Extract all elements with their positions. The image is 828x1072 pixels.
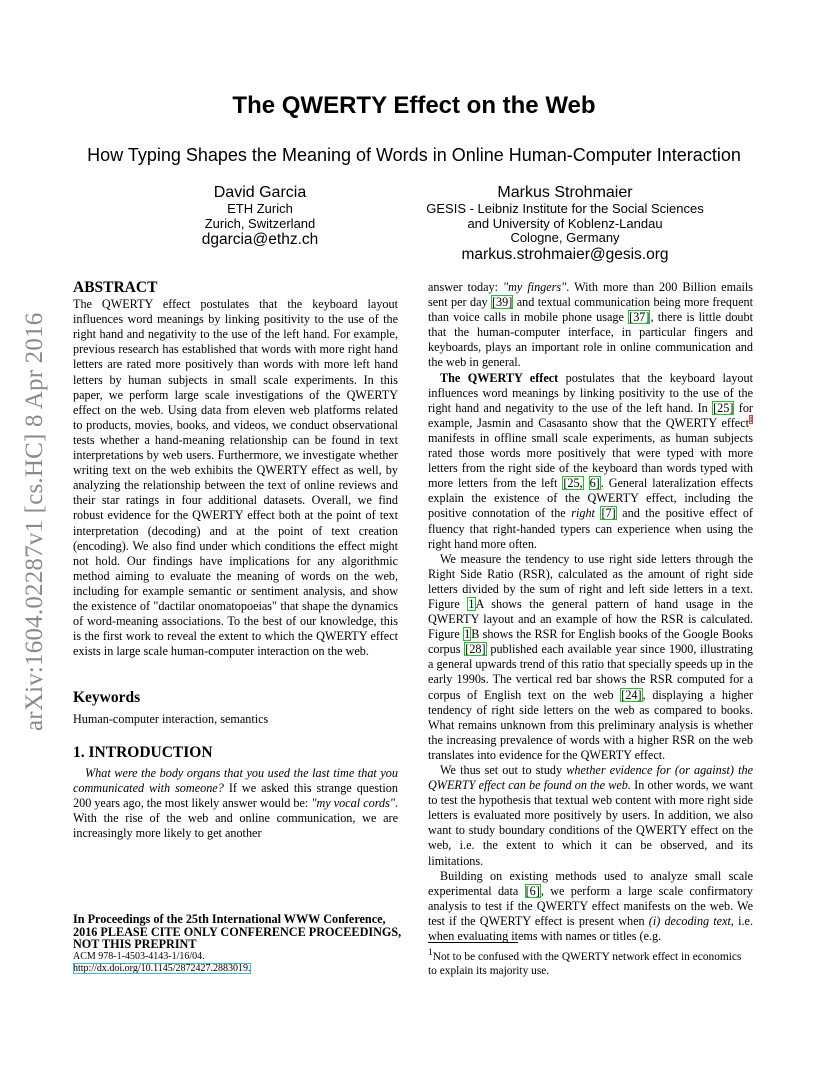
keywords-text: Human-computer interaction, semantics [73,712,269,726]
citation-link[interactable]: [25] [713,400,734,415]
abstract-section [73,280,398,659]
text-run: We thus set out to study [440,763,567,777]
proceedings-citation-note: In Proceedings of the 25th International WWW Conference, 2016 PLEASE CITE ONLY CONFERENCE PROCEEDINGS, NOT THIS PREPRINT [73,912,402,951]
author-affiliation-2: and University of Koblenz-Landau [467,215,663,231]
author-affiliation: GESIS - Leibniz Institute for the Social Sciences [426,201,704,216]
text-run: , there is little doubt that the human-computer interface, in particular fingers and keyboards, plays an important role in online communication and the web in general. [428,310,754,370]
author-location: Zurich, Switzerland [204,215,316,231]
citation-link[interactable]: [25, [563,476,583,491]
paragraph-2 [428,371,753,552]
doi-link[interactable]: http://dx.doi.org/10.1145/2872427.2883019. [73,962,251,974]
text-run: A shows the general pattern of hand usage in the QWERTY layout and an example of how the RSR is calculated. Figure [428,596,753,642]
text-run: Building on existing methods used to analyze small scale experimental data [428,868,753,898]
text-run: In other words, we want to test the hypothesis that textual web content with more right side letters is evaluated more positively by users. In addition, we also want to study boundary conditions of the QWERTY effect on the web, i.e. the extent to which it can be observed, and its limitations. [428,778,753,868]
author-block-1 [160,183,360,249]
paper-subtitle: How Typing Shapes the Meaning of Words in Online Human-Computer Interaction [87,145,741,165]
citation-link[interactable]: [39] [491,295,513,310]
quote-fingers: "my fingers" [502,280,567,294]
italic-word: right [571,506,595,521]
author-location: Cologne, Germany [510,230,620,245]
citation-link[interactable]: [6] [525,883,540,898]
text-run: , we perform a large scale confirmatory analysis to test if the QWERTY effect manifests on the web. We test if the QWERTY effect is present when [428,883,753,928]
intro-question: What were the body organs that you used the last time that you communicated with someone? [73,766,398,796]
figure-link[interactable]: 1 [468,596,475,611]
acm-isbn: ACM 978-1-4503-4143-1/16/04. [73,950,205,962]
text-run: and textual communication being more frequent than voice calls in mobile phone usage [428,295,753,325]
text-run: , i.e. when evaluating items with names or titles (e.g. [428,913,753,944]
paper-title: The QWERTY Effect on the Web [232,92,596,119]
author-block-2 [400,183,730,264]
author-name: Markus Strohmaier [497,184,633,201]
citation-link[interactable]: 6] [589,476,600,491]
footnote-link[interactable]: 1 [749,414,753,424]
bold-term: The QWERTY effect [440,370,559,385]
proceedings-notice [73,913,403,975]
abstract-heading: ABSTRACT [73,279,158,296]
footnote [428,946,753,978]
text-run: published each available year since 1900, illustrating a general upwards trend of this ratio that specially speeds up in the early 1990s. The vertical red bar shows the RSR computed for a corpus of English text on the web [428,642,753,702]
introduction-heading: 1. INTRODUCTION [73,744,213,761]
footnote-number: 1 [428,948,433,958]
italic-question: whether evidence for (or against) the QWERTY effect can be found on the web. [428,763,753,793]
citation-link[interactable]: [28] [465,642,486,657]
text-run: manifests in offline small scale experiments, as human subjects rated those words more positively that were typed with more letters from the right side of the keyboard than words typed with more letters from the left [428,430,753,491]
text-run: postulates that the keyboard layout influences word meanings by linking positivity to the use of the right hand and negativity to the use of the left hand. In [428,370,753,415]
intro-text-b: . With the rise of the web and online communication, we are increasingly more likely to get another [73,796,399,841]
author-name: David Garcia [213,184,307,201]
paragraph-5 [428,869,753,944]
author-email: markus.strohmaier@gesis.org [461,245,669,263]
paragraph-1 [428,280,753,371]
intro-text-a: If we asked this strange question 200 years ago, the most likely answer would be: [73,781,398,811]
text-run: answer today: [428,280,503,294]
italic-phrase: (i) decoding text [648,913,731,928]
text-run: , displaying a higher tendency of right side letters on the web as compared to books. What remains unknown from this preliminary analysis is whether the increasing prevalence of words with a higher RSR on the web translates into evidence for the QWERTY effect. [428,687,753,762]
introduction-paragraph [73,766,398,841]
text-run: B shows the RSR for English books of the Google Books corpus [428,627,754,657]
text-run: . General lateralization effects explain the existence of the QWERTY effect, including the positive connotation of the [428,476,754,521]
citation-link[interactable]: [37] [629,310,650,325]
footnote-text: Not to be confused with the QWERTY network effect in economics to explain its majority use. [428,950,742,977]
right-column [428,280,753,944]
text-run: We measure the tendency to use right side letters through the Right Side Ratio (RSR), calculated as the amount of right side letters divided by the sum of right and left side letters in a text. Figure [428,551,753,611]
paragraph-4 [428,763,753,869]
text-run: for example, Jasmin and Casasanto show that the QWERTY effect [428,400,753,430]
author-affiliation: ETH Zurich [227,201,293,216]
citation-link[interactable]: [7] [601,506,616,521]
footnote-divider [428,942,518,943]
text-run: and the positive effect of fluency that right-handed typers can experience when using the right hand more often. [428,506,753,551]
figure-link[interactable]: 1 [464,627,471,642]
intro-quote: "my vocal cords" [311,796,395,811]
text-run: . With more than 200 Billion emails sent per day [428,280,753,310]
author-email: dgarcia@ethz.ch [201,231,319,248]
arxiv-identifier-stamp: arXiv:1604.02287v1 [cs.HC] 8 Apr 2016 [21,312,48,731]
abstract-text: The QWERTY effect postulates that the keyboard layout influences word meanings by linking positivity to the use of the right hand and negativity to the use of the left hand. For example, previous research has established that words with more right hand letters are rated more positively than words with more left hand letters by human subjects in small scale experiments. In this paper, we perform large scale investigations of the QWERTY effect on the web. Using data from eleven web platforms related to products, movies, books, and videos, we conduct observational tests whether a hand-meaning relationship can be found in text interpretations by web users. Furthermore, we investigate whether writing text on the web exhibits the QWERTY effect as well, by analyzing the relationship between the text of online reviews and their star ratings in four additional datasets. Overall, we find robust evidence for the QWERTY effect both at the point of text interpretation (decoding) and at the point of text creation (encoding). We also find under which conditions the effect might not hold. Our findings have implications for any algorithmic method aiming to evaluate the meaning of words on the web, including for example semantic or sentiment analysis, and show the existence of "dactilar onomatopoeias" that shape the dynamics of word-meaning associations. To the best of our knowledge, this is the first work to reveal the extent to which the QWERTY effect exists in large scale human-computer interaction on the web. [73,297,398,659]
citation-link[interactable]: [24] [621,687,642,702]
keywords-heading: Keywords [73,689,141,706]
paragraph-3 [428,552,753,763]
